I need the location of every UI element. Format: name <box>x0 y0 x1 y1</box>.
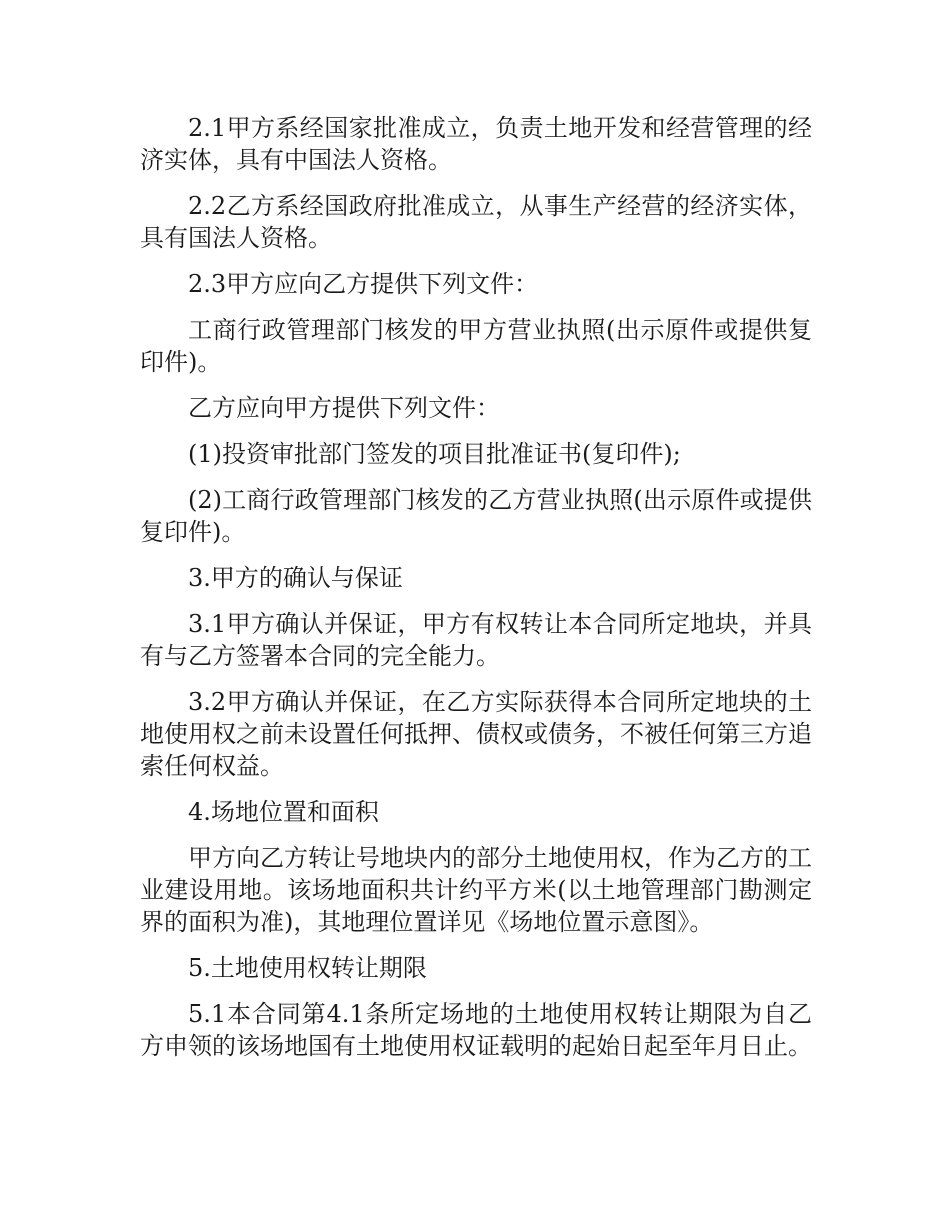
paragraph-2-2: 2.2乙方系经国政府批准成立，从事生产经营的经济实体，具有国法人资格。 <box>140 192 812 252</box>
section-heading-4: 4.场地位置和面积 <box>188 798 379 826</box>
paragraph-3-2: 3.2甲方确认并保证，在乙方实际获得本合同所定地块的土地使用权之前未设置任何抵押、债权或债务，不被任何第三方追索任何权益。 <box>140 688 812 780</box>
section-heading-3: 3.甲方的确认与保证 <box>188 564 403 592</box>
paragraph-party-b-documents-intro: 乙方应向甲方提供下列文件： <box>188 394 500 422</box>
paragraph-list-item-2: (2)工商行政管理部门核发的乙方营业执照(出示原件或提供复印件)。 <box>140 486 812 546</box>
paragraph-2-1: 2.1甲方系经国家批准成立，负责土地开发和经营管理的经济实体，具有中国法人资格。 <box>140 114 812 174</box>
paragraph-3-1: 3.1甲方确认并保证，甲方有权转让本合同所定地块，并具有与乙方签署本合同的完全能力。 <box>140 610 812 670</box>
paragraph-party-a-documents: 工商行政管理部门核发的甲方营业执照(出示原件或提供复印件)。 <box>140 316 812 376</box>
paragraph-4-body: 甲方向乙方转让号地块内的部分土地使用权，作为乙方的工业建设用地。该场地面积共计约平方米(以土地管理部门勘测定界的面积为准)，其地理位置详见《场地位置示意图》。 <box>140 844 812 936</box>
paragraph-2-3: 2.3甲方应向乙方提供下列文件： <box>188 270 539 298</box>
paragraph-list-item-1: (1)投资审批部门签发的项目批准证书(复印件); <box>188 440 681 468</box>
paragraph-5-1: 5.1本合同第4.1条所定场地的土地使用权转让期限为自乙方申领的该场地国有土地使用权证载明的起始日起至年月日止。 <box>140 1000 812 1060</box>
document-body <box>140 112 812 1076</box>
section-heading-5: 5.土地使用权转让期限 <box>188 954 427 982</box>
